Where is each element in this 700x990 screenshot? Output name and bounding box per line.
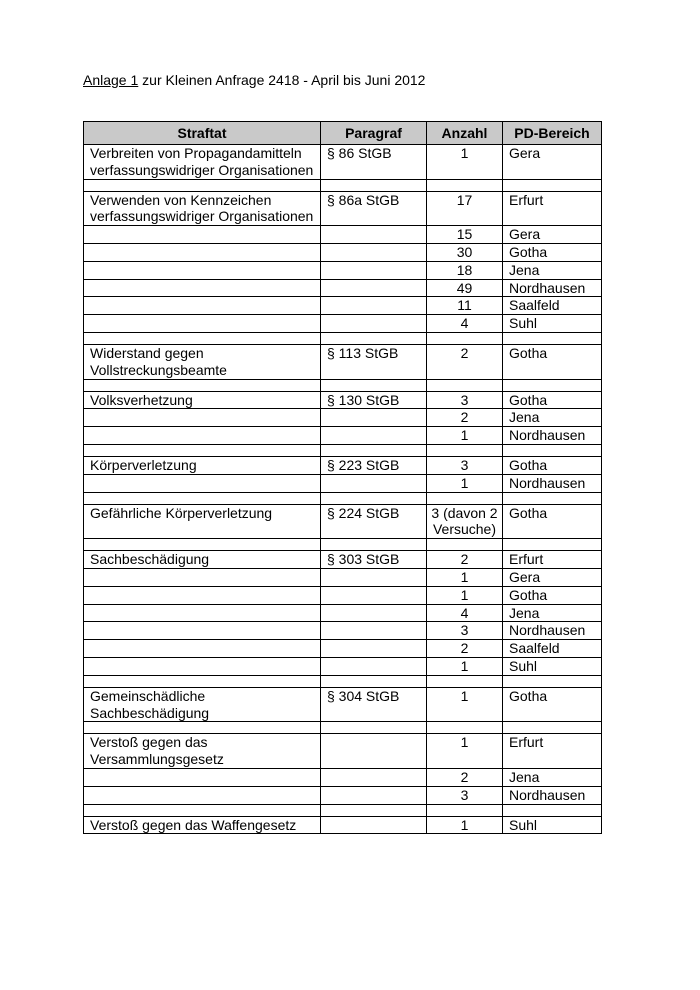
cell-anzahl: 1 bbox=[427, 816, 503, 834]
cell-paragraf: § 113 StGB bbox=[321, 344, 427, 379]
cell-anzahl: 4 bbox=[427, 604, 503, 622]
cell-straftat bbox=[84, 297, 321, 315]
cell-paragraf bbox=[321, 474, 427, 492]
cell-anzahl: 2 bbox=[427, 768, 503, 786]
spacer-cell bbox=[321, 539, 427, 551]
cell-anzahl: 1 bbox=[427, 734, 503, 769]
cell-straftat bbox=[84, 622, 321, 640]
spacer-cell bbox=[427, 539, 503, 551]
cell-pd-bereich: Gotha bbox=[503, 391, 602, 409]
cell-pd-bereich: Nordhausen bbox=[503, 279, 602, 297]
cell-paragraf bbox=[321, 604, 427, 622]
cell-straftat bbox=[84, 474, 321, 492]
table-row bbox=[84, 456, 602, 474]
spacer-cell bbox=[321, 804, 427, 816]
cell-straftat: Gefährliche Körperverletzung bbox=[84, 504, 321, 539]
table-row bbox=[84, 734, 602, 769]
cell-anzahl: 1 bbox=[427, 586, 503, 604]
cell-anzahl: 3 (davon 2 Versuche) bbox=[427, 504, 503, 539]
cell-straftat bbox=[84, 409, 321, 427]
table-row bbox=[84, 344, 602, 379]
cell-straftat: Verstoß gegen das Waffengesetz bbox=[84, 816, 321, 834]
cell-anzahl: 3 bbox=[427, 456, 503, 474]
cell-pd-bereich: Suhl bbox=[503, 816, 602, 834]
cell-pd-bereich: Gera bbox=[503, 226, 602, 244]
cell-paragraf bbox=[321, 243, 427, 261]
cell-straftat bbox=[84, 315, 321, 333]
heading-text: zur Kleinen Anfrage 2418 - April bis Juni 2012 bbox=[138, 72, 426, 88]
cell-paragraf: § 130 StGB bbox=[321, 391, 427, 409]
cell-pd-bereich: Gotha bbox=[503, 687, 602, 722]
table-row bbox=[84, 474, 602, 492]
spacer-cell bbox=[321, 492, 427, 504]
spacer-row bbox=[84, 444, 602, 456]
cell-pd-bereich: Jena bbox=[503, 768, 602, 786]
cell-paragraf bbox=[321, 657, 427, 675]
table-row bbox=[84, 409, 602, 427]
table-row bbox=[84, 816, 602, 834]
spacer-cell bbox=[427, 804, 503, 816]
cell-pd-bereich: Gotha bbox=[503, 344, 602, 379]
spacer-cell bbox=[427, 675, 503, 687]
spacer-cell bbox=[503, 804, 602, 816]
table-row bbox=[84, 786, 602, 804]
cell-straftat: Widerstand gegen Vollstreckungsbeamte bbox=[84, 344, 321, 379]
cell-paragraf bbox=[321, 622, 427, 640]
cell-straftat bbox=[84, 261, 321, 279]
table-row bbox=[84, 586, 602, 604]
cell-anzahl: 11 bbox=[427, 297, 503, 315]
header-pd-bereich: PD-Bereich bbox=[503, 122, 602, 145]
cell-straftat bbox=[84, 568, 321, 586]
table-row bbox=[84, 261, 602, 279]
cell-paragraf bbox=[321, 734, 427, 769]
spacer-cell bbox=[321, 444, 427, 456]
spacer-cell bbox=[321, 332, 427, 344]
cell-pd-bereich: Gotha bbox=[503, 504, 602, 539]
cell-paragraf: § 304 StGB bbox=[321, 687, 427, 722]
cell-paragraf bbox=[321, 279, 427, 297]
spacer-row bbox=[84, 722, 602, 734]
cell-paragraf: § 223 StGB bbox=[321, 456, 427, 474]
table-row bbox=[84, 551, 602, 569]
spacer-row bbox=[84, 379, 602, 391]
cell-pd-bereich: Saalfeld bbox=[503, 640, 602, 658]
cell-pd-bereich: Nordhausen bbox=[503, 427, 602, 445]
cell-straftat bbox=[84, 768, 321, 786]
cell-pd-bereich: Erfurt bbox=[503, 551, 602, 569]
cell-straftat: Verwenden von Kennzeichen verfassungswidriger Organisationen bbox=[84, 191, 321, 226]
spacer-cell bbox=[503, 332, 602, 344]
cell-pd-bereich: Erfurt bbox=[503, 191, 602, 226]
cell-pd-bereich: Nordhausen bbox=[503, 622, 602, 640]
cell-paragraf bbox=[321, 568, 427, 586]
cell-straftat: Körperverletzung bbox=[84, 456, 321, 474]
cell-pd-bereich: Gotha bbox=[503, 456, 602, 474]
cell-straftat: Verstoß gegen das Versammlungsgesetz bbox=[84, 734, 321, 769]
cell-anzahl: 3 bbox=[427, 622, 503, 640]
table-row bbox=[84, 640, 602, 658]
cell-paragraf bbox=[321, 226, 427, 244]
cell-pd-bereich: Suhl bbox=[503, 657, 602, 675]
cell-anzahl: 1 bbox=[427, 568, 503, 586]
cell-anzahl: 1 bbox=[427, 145, 503, 180]
spacer-cell bbox=[427, 444, 503, 456]
document-heading bbox=[83, 72, 425, 88]
cell-anzahl: 2 bbox=[427, 640, 503, 658]
cell-pd-bereich: Jena bbox=[503, 409, 602, 427]
cell-paragraf: § 86a StGB bbox=[321, 191, 427, 226]
header-anzahl: Anzahl bbox=[427, 122, 503, 145]
spacer-row bbox=[84, 332, 602, 344]
table-row bbox=[84, 568, 602, 586]
spacer-cell bbox=[84, 444, 321, 456]
cell-pd-bereich: Saalfeld bbox=[503, 297, 602, 315]
spacer-cell bbox=[84, 379, 321, 391]
table-row bbox=[84, 768, 602, 786]
cell-paragraf: § 86 StGB bbox=[321, 145, 427, 180]
cell-straftat: Volksverhetzung bbox=[84, 391, 321, 409]
heading-annex-label: Anlage 1 bbox=[83, 72, 139, 88]
cell-pd-bereich: Gotha bbox=[503, 586, 602, 604]
spacer-cell bbox=[321, 675, 427, 687]
table-row bbox=[84, 504, 602, 539]
spacer-cell bbox=[503, 675, 602, 687]
spacer-cell bbox=[427, 722, 503, 734]
spacer-row bbox=[84, 804, 602, 816]
cell-straftat bbox=[84, 279, 321, 297]
cell-straftat: Verbreiten von Propagandamitteln verfassungswidriger Organisationen bbox=[84, 145, 321, 180]
spacer-cell bbox=[427, 492, 503, 504]
cell-straftat bbox=[84, 226, 321, 244]
cell-straftat bbox=[84, 427, 321, 445]
spacer-row bbox=[84, 539, 602, 551]
cell-anzahl: 1 bbox=[427, 687, 503, 722]
spacer-cell bbox=[84, 804, 321, 816]
cell-pd-bereich: Nordhausen bbox=[503, 474, 602, 492]
cell-anzahl: 4 bbox=[427, 315, 503, 333]
table-row bbox=[84, 191, 602, 226]
cell-paragraf bbox=[321, 586, 427, 604]
cell-anzahl: 1 bbox=[427, 657, 503, 675]
spacer-cell bbox=[427, 179, 503, 191]
cell-anzahl: 2 bbox=[427, 409, 503, 427]
cell-paragraf bbox=[321, 297, 427, 315]
cell-pd-bereich: Erfurt bbox=[503, 734, 602, 769]
spacer-row bbox=[84, 492, 602, 504]
cell-anzahl: 17 bbox=[427, 191, 503, 226]
table-row bbox=[84, 243, 602, 261]
table-row bbox=[84, 226, 602, 244]
spacer-cell bbox=[503, 179, 602, 191]
cell-anzahl: 1 bbox=[427, 427, 503, 445]
table-row bbox=[84, 391, 602, 409]
cell-pd-bereich: Suhl bbox=[503, 315, 602, 333]
cell-paragraf bbox=[321, 640, 427, 658]
table-header-row bbox=[84, 122, 602, 145]
spacer-cell bbox=[503, 722, 602, 734]
cell-straftat: Sachbeschädigung bbox=[84, 551, 321, 569]
cell-straftat bbox=[84, 640, 321, 658]
offense-table bbox=[83, 121, 602, 834]
cell-paragraf bbox=[321, 315, 427, 333]
table-row bbox=[84, 145, 602, 180]
cell-paragraf bbox=[321, 816, 427, 834]
cell-paragraf bbox=[321, 409, 427, 427]
table-row bbox=[84, 427, 602, 445]
cell-straftat bbox=[84, 586, 321, 604]
cell-straftat bbox=[84, 604, 321, 622]
table-row bbox=[84, 687, 602, 722]
cell-paragraf bbox=[321, 786, 427, 804]
spacer-row bbox=[84, 179, 602, 191]
spacer-cell bbox=[321, 179, 427, 191]
cell-pd-bereich: Nordhausen bbox=[503, 786, 602, 804]
cell-pd-bereich: Jena bbox=[503, 261, 602, 279]
spacer-cell bbox=[427, 332, 503, 344]
table-row bbox=[84, 297, 602, 315]
cell-anzahl: 3 bbox=[427, 391, 503, 409]
spacer-cell bbox=[321, 722, 427, 734]
cell-paragraf bbox=[321, 427, 427, 445]
cell-anzahl: 2 bbox=[427, 551, 503, 569]
cell-pd-bereich: Gera bbox=[503, 568, 602, 586]
spacer-cell bbox=[503, 444, 602, 456]
spacer-cell bbox=[503, 379, 602, 391]
cell-anzahl: 1 bbox=[427, 474, 503, 492]
cell-anzahl: 3 bbox=[427, 786, 503, 804]
spacer-cell bbox=[84, 492, 321, 504]
table-body bbox=[84, 145, 602, 834]
table-row bbox=[84, 657, 602, 675]
spacer-cell bbox=[84, 179, 321, 191]
spacer-cell bbox=[321, 379, 427, 391]
cell-anzahl: 30 bbox=[427, 243, 503, 261]
cell-pd-bereich: Gera bbox=[503, 145, 602, 180]
cell-straftat bbox=[84, 786, 321, 804]
table-row bbox=[84, 315, 602, 333]
cell-paragraf bbox=[321, 261, 427, 279]
header-paragraf: Paragraf bbox=[321, 122, 427, 145]
cell-paragraf: § 303 StGB bbox=[321, 551, 427, 569]
table-row bbox=[84, 622, 602, 640]
cell-anzahl: 2 bbox=[427, 344, 503, 379]
table-row bbox=[84, 604, 602, 622]
cell-anzahl: 18 bbox=[427, 261, 503, 279]
spacer-cell bbox=[84, 675, 321, 687]
cell-paragraf: § 224 StGB bbox=[321, 504, 427, 539]
table-row bbox=[84, 279, 602, 297]
spacer-cell bbox=[84, 722, 321, 734]
cell-straftat bbox=[84, 657, 321, 675]
spacer-cell bbox=[427, 379, 503, 391]
header-straftat: Straftat bbox=[84, 122, 321, 145]
spacer-row bbox=[84, 675, 602, 687]
spacer-cell bbox=[84, 539, 321, 551]
spacer-cell bbox=[503, 539, 602, 551]
cell-straftat bbox=[84, 243, 321, 261]
cell-anzahl: 15 bbox=[427, 226, 503, 244]
cell-pd-bereich: Jena bbox=[503, 604, 602, 622]
cell-straftat: Gemeinschädliche Sachbeschädigung bbox=[84, 687, 321, 722]
spacer-cell bbox=[503, 492, 602, 504]
cell-pd-bereich: Gotha bbox=[503, 243, 602, 261]
spacer-cell bbox=[84, 332, 321, 344]
cell-paragraf bbox=[321, 768, 427, 786]
cell-anzahl: 49 bbox=[427, 279, 503, 297]
